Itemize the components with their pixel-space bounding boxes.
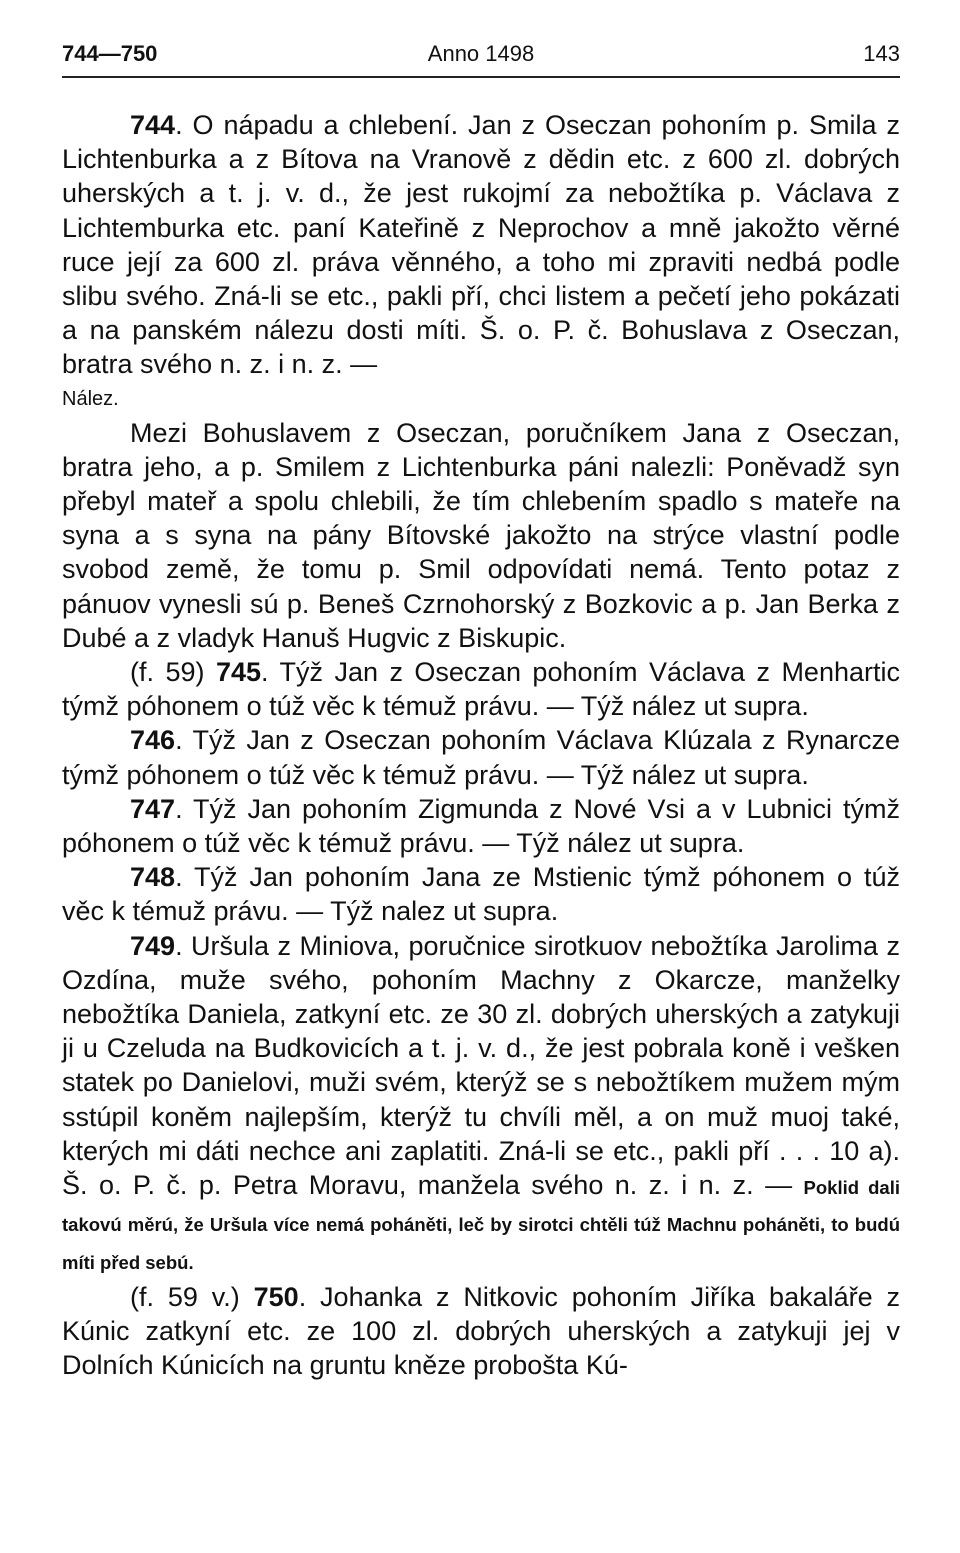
- entry-746: [62, 723, 900, 791]
- entry-745: [62, 655, 900, 723]
- folio-ref: (f. 59): [130, 657, 216, 688]
- entry-number: 750: [253, 1281, 299, 1312]
- nalez-label: Nález.: [62, 387, 119, 410]
- entry-749: [62, 929, 900, 1280]
- entry-range: 744—750: [62, 41, 158, 66]
- verdict-text: [62, 416, 900, 655]
- entry-text: . Týž Jan pohoním Zigmunda z Nové Vsi a v Lubnici týmž póhonem o túž věc k témuž právu. — Týž nález ut supra.: [62, 793, 900, 859]
- page-number: 143: [863, 41, 900, 66]
- entry-number: 747: [130, 793, 176, 824]
- settlement-note: Poklid dali takovú měrú, že Uršula více nemá poháněti, leč by sirotci chtěli túž Machnu poháněti, to budú míti před sebú.: [62, 1177, 900, 1273]
- entry-text: . Týž Jan z Oseczan pohoním Václava z Menhartic týmž póhonem o túž věc k témuž právu. — Týž nález ut supra.: [62, 657, 900, 722]
- entry-number: 746: [130, 725, 176, 756]
- entry-text: Mezi Bohuslavem z Oseczan, poručníkem Jana z Oseczan, bratra jeho, a p. Smilem z Lichtenburka páni nalezli: Poněvadž syn přebyl mateř a spolu chlebili, že tím chlebením spadlo s mateře na syna a s syna na pány Bítovské jakožto na strýce vlastní podle svobod země, že tomu p. Smil odpovídati nemá. Tento potaz z pánuov vynesli sú p. Beneš Czrnohorský z Bozkovic a p. Jan Berka z Dubé a z vladyk Hanuš Hugvic z Biskupic.: [62, 417, 900, 653]
- running-header: [62, 34, 900, 74]
- entry-744: [62, 108, 900, 382]
- folio-ref: (f. 59 v.): [130, 1281, 254, 1312]
- entry-number: 745: [215, 657, 262, 688]
- entry-number: 749: [130, 930, 176, 961]
- entry-748: [62, 860, 900, 928]
- entry-747: [62, 792, 900, 860]
- header-rule: [62, 76, 900, 78]
- entry-number: 748: [130, 862, 176, 893]
- entry-750: [62, 1280, 900, 1383]
- entry-text: . Týž Jan z Oseczan pohoním Václava Klúzala z Rynarcze týmž póhonem o túž věc k témuž právu. — Týž nález ut supra.: [62, 725, 900, 790]
- entry-number: 744: [130, 110, 176, 140]
- body-text: [62, 108, 900, 1382]
- entry-text: . O nápadu a chlebení. Jan z Oseczan pohoním p. Smila z Lichtenburka a z Bítova na Vranově z dědin etc. z 600 zl. dobrých uherských a t. j. v. d., že jest rukojmí za nebožtíka p. Václava z Lichtemburka etc. paní Kateřině z Neprochov a mně jakožto věrné ruce její za 600 zl. práva věnného, a toho mi zpraviti nedbá podle slibu svého. Zná-li se etc., pakli pří, chci listem a pečetí jeho pokázati a na panském nálezu dosti míti. Š. o. P. č. Bohuslava z Oseczan, bratra svého n. z. i n. z. —: [62, 110, 900, 380]
- verdict-label: [62, 382, 900, 416]
- entry-text: . Týž Jan pohoním Jana ze Mstienic týmž póhonem o túž věc k témuž právu. — Týž nalez ut supra.: [62, 862, 900, 927]
- header-year: Anno 1498: [427, 41, 535, 66]
- entry-text: . Johanka z Nitkovic pohoním Jiříka bakaláře z Kúnic zatkyní etc. ze 100 zl. dobrých uherských a zatykuji jej v Dolních Kúnicích na gruntu kněze probošta Kú-: [62, 1281, 900, 1381]
- entry-text: . Uršula z Miniova, poručnice sirotkuov nebožtíka Jarolima z Ozdína, muže svého, pohoním Machny z Okarcze, manželky nebožtíka Daniela, zatkyní etc. ze 30 zl. dobrých uherských a zatykuji ji u Czeluda na Budkovicích a t. j. v. d., že jest pobrala koně i vešken statek po Danielovi, muži svém, kterýž se s nebožtíkem mužem mým sstúpil koněm najlepším, kterýž tu chvíli měl, a on muž muoj také, kterých mi dáti nechce ani zaplatiti. Zná-li se etc., pakli pří . . . 10 a). Š. o. P. č. p. Petra Moravu, manžela svého n. z. i n. z. —: [62, 930, 900, 1201]
